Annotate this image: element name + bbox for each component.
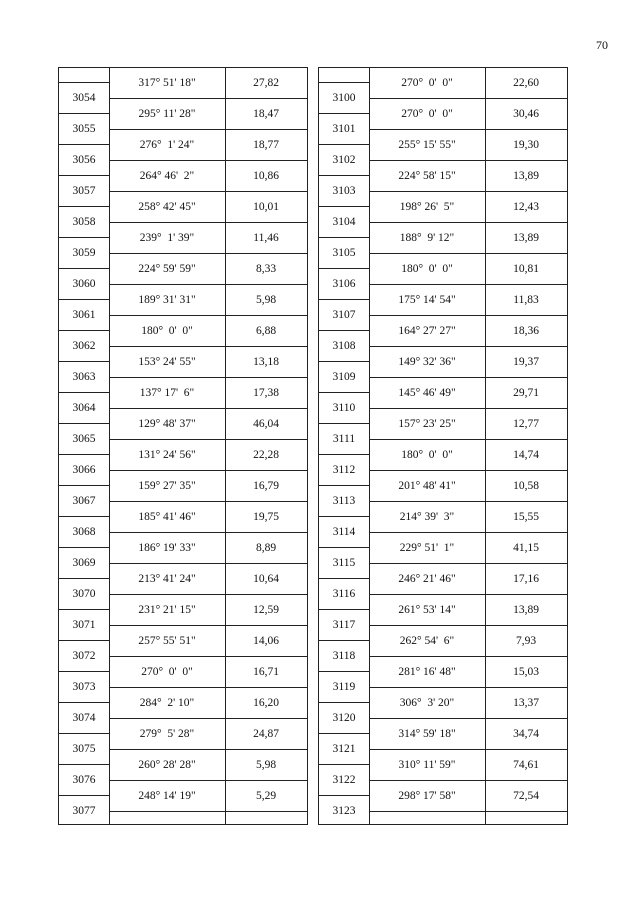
segment-length: 15,55	[513, 511, 539, 523]
segment-length: 29,71	[513, 387, 539, 399]
segment-length: 24,87	[253, 728, 279, 740]
point-number: 3122	[332, 774, 356, 786]
row-divider	[369, 377, 567, 378]
row-divider	[369, 532, 567, 533]
row-divider	[319, 485, 369, 486]
segment-length: 16,79	[253, 480, 279, 492]
row-divider	[109, 780, 307, 781]
point-number: 3103	[332, 185, 356, 197]
row-divider	[319, 578, 369, 579]
row-divider	[369, 718, 567, 719]
bearing-angle: 284° 2' 10"	[139, 697, 195, 709]
segment-length: 18,36	[513, 325, 539, 337]
bearing-angle: 270° 0' 0"	[401, 108, 453, 120]
row-divider	[319, 268, 369, 269]
row-divider	[369, 749, 567, 750]
row-divider	[109, 129, 307, 130]
bearing-angle: 281° 16' 48"	[398, 666, 456, 678]
row-divider	[369, 470, 567, 471]
row-divider	[369, 346, 567, 347]
row-divider	[319, 454, 369, 455]
row-divider	[369, 98, 567, 99]
segment-length: 8,89	[255, 542, 277, 554]
segment-length: 8,33	[255, 263, 277, 275]
point-number: 3054	[72, 92, 96, 104]
point-number: 3102	[332, 154, 356, 166]
segment-length: 18,77	[253, 139, 279, 151]
bearing-angle: 262° 54' 6"	[399, 635, 455, 647]
row-divider	[319, 733, 369, 734]
segment-length: 7,93	[515, 635, 537, 647]
row-divider	[59, 578, 109, 579]
row-divider	[59, 454, 109, 455]
row-divider	[109, 439, 307, 440]
bearing-angle: 298° 17' 58"	[398, 790, 456, 802]
bearing-angle: 189° 31' 31"	[138, 294, 196, 306]
point-number: 3111	[332, 433, 356, 445]
segment-length: 30,46	[513, 108, 539, 120]
bearing-angle: 246° 21' 46"	[398, 573, 456, 585]
row-divider	[319, 361, 369, 362]
row-divider	[109, 377, 307, 378]
segment-length: 46,04	[253, 418, 279, 430]
segment-length: 11,83	[513, 294, 539, 306]
row-divider	[369, 253, 567, 254]
bearing-angle: 175° 14' 54"	[398, 294, 456, 306]
bearing-angle: 153° 24' 55"	[138, 356, 196, 368]
point-number: 3070	[72, 588, 96, 600]
segment-length: 11,46	[253, 232, 279, 244]
row-divider	[109, 594, 307, 595]
segment-length: 10,86	[253, 170, 279, 182]
bearing-angle: 317° 51' 18"	[138, 77, 196, 89]
row-divider	[319, 640, 369, 641]
row-divider	[59, 764, 109, 765]
row-divider	[109, 222, 307, 223]
segment-length: 13,18	[253, 356, 279, 368]
segment-length: 15,03	[513, 666, 539, 678]
point-number: 3114	[332, 526, 356, 538]
bearing-angle: 229° 51' 1"	[399, 542, 455, 554]
row-divider	[109, 501, 307, 502]
row-divider	[319, 423, 369, 424]
row-divider	[319, 764, 369, 765]
bearing-angle: 224° 58' 15"	[398, 170, 456, 182]
row-divider	[319, 82, 369, 83]
row-divider	[319, 175, 369, 176]
segment-length: 41,15	[513, 542, 539, 554]
bearing-angle: 276° 1' 24"	[139, 139, 195, 151]
segment-length: 17,16	[513, 573, 539, 585]
row-divider	[109, 253, 307, 254]
row-divider	[59, 299, 109, 300]
bearing-angle: 185° 41' 46"	[138, 511, 196, 523]
point-number: 3064	[72, 402, 96, 414]
segment-length: 16,71	[253, 666, 279, 678]
segment-length: 22,28	[253, 449, 279, 461]
row-divider	[369, 594, 567, 595]
segment-length: 10,01	[253, 201, 279, 213]
row-divider	[369, 222, 567, 223]
point-number: 3119	[332, 681, 356, 693]
bearing-angle: 231° 21' 15"	[138, 604, 196, 616]
row-divider	[319, 237, 369, 238]
row-divider	[109, 532, 307, 533]
row-divider	[59, 237, 109, 238]
bearing-angle: 239° 1' 39"	[139, 232, 195, 244]
point-number: 3071	[72, 619, 96, 631]
bearing-angle: 310° 11' 59"	[398, 759, 456, 771]
segment-length: 14,74	[513, 449, 539, 461]
bearing-angle: 255° 15' 55"	[398, 139, 456, 151]
bearing-angle: 180° 0' 0"	[401, 449, 453, 461]
segment-length: 6,88	[255, 325, 277, 337]
bearing-angle: 314° 59' 18"	[398, 728, 456, 740]
point-number: 3107	[332, 309, 356, 321]
point-number: 3106	[332, 278, 356, 290]
row-divider	[109, 191, 307, 192]
segment-length: 12,59	[253, 604, 279, 616]
row-divider	[109, 408, 307, 409]
segment-length: 27,82	[253, 77, 279, 89]
bearing-angle: 198° 26' 5"	[399, 201, 455, 213]
coordinates-table-left	[58, 67, 308, 825]
segment-length: 5,98	[255, 759, 277, 771]
bearing-angle: 129° 48' 37"	[138, 418, 196, 430]
point-number: 3055	[72, 123, 96, 135]
segment-length: 10,81	[513, 263, 539, 275]
row-divider	[369, 129, 567, 130]
row-divider	[319, 609, 369, 610]
bearing-angle: 270° 0' 0"	[401, 77, 453, 89]
point-number: 3110	[332, 402, 356, 414]
row-divider	[369, 563, 567, 564]
point-number: 3113	[332, 495, 356, 507]
point-number: 3059	[72, 247, 96, 259]
segment-length: 13,89	[513, 604, 539, 616]
point-number: 3101	[332, 123, 356, 135]
point-number: 3061	[72, 309, 96, 321]
row-divider	[369, 284, 567, 285]
bearing-angle: 306° 3' 20"	[399, 697, 455, 709]
bearing-angle: 159° 27' 35"	[138, 480, 196, 492]
bearing-angle: 164° 27' 27"	[398, 325, 456, 337]
row-divider	[369, 501, 567, 502]
row-divider	[369, 656, 567, 657]
bearing-angle: 186° 19' 33"	[138, 542, 196, 554]
row-divider	[109, 98, 307, 99]
row-divider	[59, 795, 109, 796]
row-divider	[59, 702, 109, 703]
row-divider	[369, 408, 567, 409]
segment-length: 22,60	[513, 77, 539, 89]
row-divider	[59, 206, 109, 207]
row-divider	[109, 563, 307, 564]
point-number: 3077	[72, 805, 96, 817]
row-divider	[59, 423, 109, 424]
row-divider	[109, 315, 307, 316]
point-number: 3123	[332, 805, 356, 817]
row-divider	[59, 609, 109, 610]
point-number: 3067	[72, 495, 96, 507]
point-number: 3069	[72, 557, 96, 569]
row-divider	[109, 346, 307, 347]
row-divider	[109, 811, 307, 812]
bearing-angle: 131° 24' 56"	[138, 449, 196, 461]
row-divider	[59, 144, 109, 145]
row-divider	[109, 656, 307, 657]
coordinates-table-right	[318, 67, 568, 825]
point-number: 3066	[72, 464, 96, 476]
segment-length: 19,37	[513, 356, 539, 368]
point-number: 3116	[332, 588, 356, 600]
segment-length: 19,75	[253, 511, 279, 523]
page-number: 70	[596, 38, 608, 52]
point-number: 3076	[72, 774, 96, 786]
row-divider	[59, 330, 109, 331]
bearing-angle: 270° 0' 0"	[141, 666, 193, 678]
point-number: 3058	[72, 216, 96, 228]
bearing-angle: 149° 32' 36"	[398, 356, 456, 368]
segment-length: 5,98	[255, 294, 277, 306]
segment-length: 17,38	[253, 387, 279, 399]
bearing-angle: 213° 41' 24"	[138, 573, 196, 585]
bearing-angle: 260° 28' 28"	[138, 759, 196, 771]
row-divider	[319, 547, 369, 548]
row-divider	[109, 749, 307, 750]
row-divider	[369, 780, 567, 781]
point-number: 3100	[332, 92, 356, 104]
row-divider	[59, 82, 109, 83]
point-number: 3056	[72, 154, 96, 166]
bearing-angle: 279° 5' 28"	[139, 728, 195, 740]
point-number: 3120	[332, 712, 356, 724]
segment-length: 19,30	[513, 139, 539, 151]
bearing-angle: 180° 0' 0"	[141, 325, 193, 337]
row-divider	[369, 687, 567, 688]
row-divider	[59, 175, 109, 176]
point-number: 3062	[72, 340, 96, 352]
bearing-angle: 257° 55' 51"	[138, 635, 196, 647]
row-divider	[59, 392, 109, 393]
row-divider	[109, 687, 307, 688]
row-divider	[369, 625, 567, 626]
row-divider	[59, 547, 109, 548]
row-divider	[319, 206, 369, 207]
bearing-angle: 224° 59' 59"	[138, 263, 196, 275]
point-number: 3073	[72, 681, 96, 693]
row-divider	[59, 113, 109, 114]
row-divider	[369, 811, 567, 812]
row-divider	[369, 191, 567, 192]
row-divider	[319, 795, 369, 796]
row-divider	[319, 392, 369, 393]
point-number: 3063	[72, 371, 96, 383]
segment-length: 16,20	[253, 697, 279, 709]
row-divider	[109, 470, 307, 471]
segment-length: 12,77	[513, 418, 539, 430]
segment-length: 14,06	[253, 635, 279, 647]
segment-length: 13,37	[513, 697, 539, 709]
bearing-angle: 295° 11' 28"	[138, 108, 196, 120]
bearing-angle: 261° 53' 14"	[398, 604, 456, 616]
bearing-angle: 248° 14' 19"	[138, 790, 196, 802]
bearing-angle: 157° 23' 25"	[398, 418, 456, 430]
point-number: 3068	[72, 526, 96, 538]
bearing-angle: 258° 42' 45"	[138, 201, 196, 213]
bearing-angle: 180° 0' 0"	[401, 263, 453, 275]
bearing-angle: 201° 48' 41"	[398, 480, 456, 492]
segment-length: 10,64	[253, 573, 279, 585]
row-divider	[319, 330, 369, 331]
row-divider	[59, 640, 109, 641]
segment-length: 34,74	[513, 728, 539, 740]
bearing-angle: 137° 17' 6"	[139, 387, 195, 399]
row-divider	[369, 315, 567, 316]
row-divider	[59, 671, 109, 672]
row-divider	[59, 268, 109, 269]
point-number: 3075	[72, 743, 96, 755]
row-divider	[319, 671, 369, 672]
point-number: 3118	[332, 650, 356, 662]
bearing-angle: 145° 46' 49"	[398, 387, 456, 399]
row-divider	[59, 485, 109, 486]
point-number: 3121	[332, 743, 356, 755]
row-divider	[369, 160, 567, 161]
row-divider	[319, 299, 369, 300]
row-divider	[59, 361, 109, 362]
point-number: 3065	[72, 433, 96, 445]
segment-length: 5,29	[255, 790, 277, 802]
point-number: 3117	[332, 619, 356, 631]
point-number: 3115	[332, 557, 356, 569]
row-divider	[369, 439, 567, 440]
segment-length: 72,54	[513, 790, 539, 802]
point-number: 3074	[72, 712, 96, 724]
row-divider	[319, 702, 369, 703]
row-divider	[109, 718, 307, 719]
point-number: 3104	[332, 216, 356, 228]
segment-length: 13,89	[513, 170, 539, 182]
bearing-angle: 214° 39' 3"	[399, 511, 455, 523]
segment-length: 10,58	[513, 480, 539, 492]
row-divider	[109, 625, 307, 626]
point-number: 3072	[72, 650, 96, 662]
point-number: 3057	[72, 185, 96, 197]
bearing-angle: 264° 46' 2"	[139, 170, 195, 182]
segment-length: 18,47	[253, 108, 279, 120]
point-number: 3112	[332, 464, 356, 476]
row-divider	[319, 144, 369, 145]
segment-length: 12,43	[513, 201, 539, 213]
row-divider	[109, 284, 307, 285]
row-divider	[109, 160, 307, 161]
point-number: 3105	[332, 247, 356, 259]
point-number: 3108	[332, 340, 356, 352]
segment-length: 74,61	[513, 759, 539, 771]
row-divider	[319, 113, 369, 114]
segment-length: 13,89	[513, 232, 539, 244]
point-number: 3060	[72, 278, 96, 290]
bearing-angle: 188° 9' 12"	[399, 232, 455, 244]
row-divider	[59, 733, 109, 734]
row-divider	[59, 516, 109, 517]
point-number: 3109	[332, 371, 356, 383]
row-divider	[319, 516, 369, 517]
